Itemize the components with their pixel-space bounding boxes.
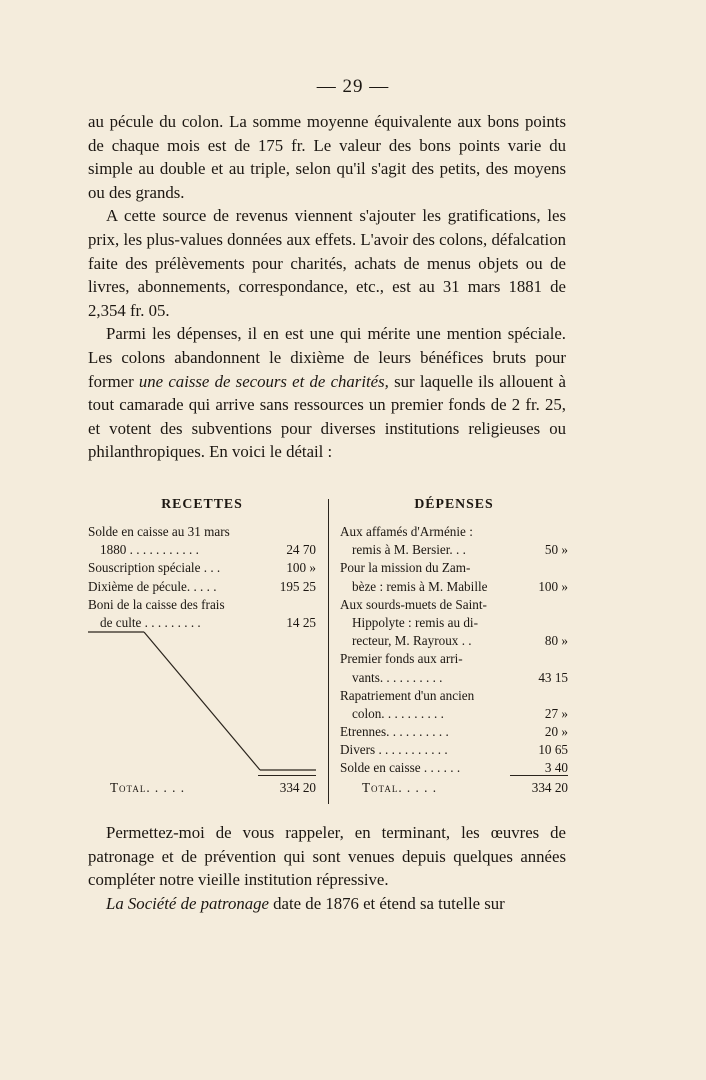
ledger-amount: 3 40	[544, 760, 568, 776]
page-number: — 29 —	[316, 76, 390, 97]
ledger-amount: 27 »	[544, 705, 568, 721]
ledger-label: Solde en caisse au 31 mars	[88, 524, 230, 539]
accounts-table	[88, 495, 568, 815]
ledger-row	[88, 559, 316, 577]
ledger-row	[340, 650, 568, 668]
paragraph: Permettez-moi de vous rappeler, en terminant, les œuvres de patronage et de prévention qui sont venues depuis quelques années compléter notre vieille institution répressive.	[88, 823, 566, 890]
ledger-row	[340, 632, 568, 650]
paragraph: A cette source de revenus viennent s'ajouter les gratifications, les prix, les plus-values données aux effets. L'avoir des colons, défalcation faite des prélèvements pour charités, achats de menus objets ou de livres, abonnements, correspondance, etc., est au 31 mars 1881 de 2,354 fr. 05.	[88, 206, 566, 320]
ledger-row	[340, 559, 568, 577]
paragraph	[88, 892, 566, 916]
recettes-total-rule	[258, 775, 316, 776]
ledger-row	[340, 741, 568, 759]
ledger-label: de culte . . . . . . . . .	[100, 614, 201, 630]
depenses-total-rule	[510, 775, 568, 776]
ledger-amount: 24 70	[286, 542, 316, 558]
ledger-row	[88, 578, 316, 596]
recettes-column	[88, 495, 316, 795]
ledger-amount: 43 15	[538, 669, 568, 685]
zigzag-filler	[88, 630, 316, 778]
ledger-amount: 100 »	[538, 578, 568, 594]
paragraph: au pécule du colon. La somme moyenne équivalente aux bons points de chaque mois est de 175 fr. Le valeur des bons points varie du simple au double et au triple, selon qu'il s'agit des petits, des moyens ou des grands.	[88, 112, 566, 202]
ledger-row	[340, 669, 568, 687]
ledger-amount: 50 »	[544, 542, 568, 558]
ledger-row	[340, 523, 568, 541]
ledger-row	[88, 596, 316, 614]
ledger-row	[340, 614, 568, 632]
ledger-label: Aux affamés d'Arménie :	[340, 524, 473, 539]
italic-phrase: une caisse de secours et de charités,	[138, 371, 389, 391]
paragraph-text: sur laquelle ils allouent à tout camarade qui arrive sans ressources un premier fonds de 2 fr. 25, et votent des subventions pour diverses institutions religieuses ou philanthropiques. En voici le détail :	[88, 371, 566, 462]
ledger-label: Dixième de pécule. . . . .	[88, 578, 217, 594]
paragraph-text: Parmi les dépenses, il en est une qui mérite une mention spéciale. Les colons abandonnent le dixième de leurs bénéfices bruts pour former	[88, 324, 566, 391]
ledger-label: Aux sourds-muets de Saint-	[340, 596, 487, 612]
ledger-row	[340, 687, 568, 705]
ledger-row	[340, 578, 568, 596]
ledger-label: Souscription spéciale . . .	[88, 560, 221, 576]
closing-text	[88, 821, 566, 915]
ledger-amount: 80 »	[544, 633, 568, 649]
ledger-row	[340, 723, 568, 741]
ledger-label: Pour la mission du Zam-	[340, 560, 471, 576]
column-divider	[328, 499, 329, 804]
intro-text	[88, 110, 566, 464]
total-amount: 334 20	[531, 780, 568, 795]
ledger-label: bèze : remis à M. Mabille	[352, 578, 488, 594]
ledger-label: Premier fonds aux arri-	[340, 651, 463, 667]
ledger-amount: 195 25	[279, 578, 316, 594]
recettes-total	[88, 779, 316, 797]
ledger-amount: 20 »	[544, 724, 568, 740]
ledger-label: 1880 . . . . . . . . . . .	[100, 542, 199, 558]
total-label: Total. . . . .	[110, 780, 186, 795]
ledger-row	[340, 596, 568, 614]
ledger-row	[340, 541, 568, 559]
recettes-rows	[88, 523, 316, 632]
ledger-row	[88, 523, 316, 541]
ledger-label: vants. . . . . . . . . .	[352, 669, 443, 685]
depenses-rows	[340, 523, 568, 778]
ledger-label: Divers . . . . . . . . . . .	[340, 742, 448, 758]
ledger-label: colon. . . . . . . . . .	[352, 705, 444, 721]
italic-phrase: La Société de patronage	[106, 893, 269, 913]
depenses-column	[340, 495, 568, 795]
ledger-row	[88, 541, 316, 559]
depenses-total	[340, 779, 568, 797]
ledger-label: Etrennes. . . . . . . . . .	[340, 724, 449, 740]
ledger-label: Rapatriement d'un ancien	[340, 687, 475, 703]
ledger-label: Hippolyte : remis au di-	[352, 614, 478, 630]
ledger-label: remis à M. Bersier. . .	[352, 542, 466, 558]
ledger-label: Boni de la caisse des frais	[88, 596, 225, 612]
ledger-amount: 14 25	[286, 614, 316, 630]
total-amount: 334 20	[279, 780, 316, 795]
ledger-amount: 100 »	[286, 560, 316, 576]
paragraph	[88, 322, 566, 464]
depenses-heading: DÉPENSES	[414, 496, 494, 511]
ledger-amount: 10 65	[538, 742, 568, 758]
ledger-label: recteur, M. Rayroux . .	[352, 633, 472, 649]
ledger-row	[340, 705, 568, 723]
paragraph-text: date de 1876 et étend sa tutelle sur	[268, 893, 505, 913]
ledger-label: Solde en caisse . . . . . .	[340, 760, 461, 776]
total-label: Total. . . . .	[362, 780, 438, 795]
recettes-heading: RECETTES	[161, 496, 243, 511]
